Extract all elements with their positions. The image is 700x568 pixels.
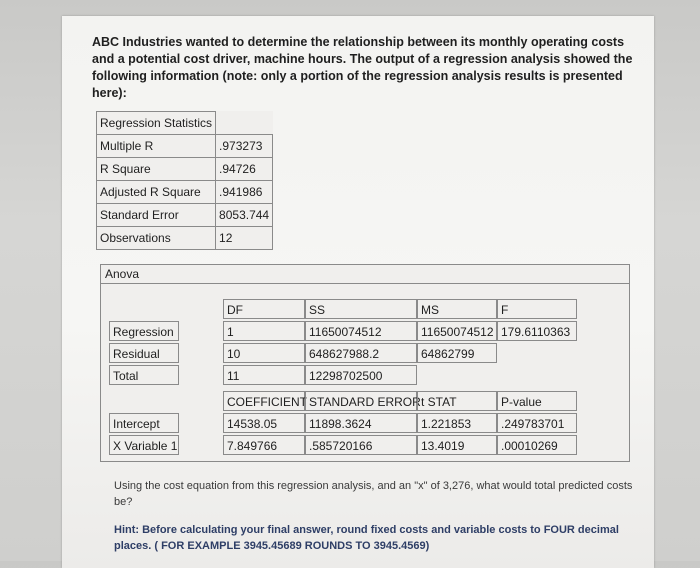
- coef-cell: 11898.3624: [305, 413, 417, 433]
- stat-value: .941986: [216, 181, 273, 204]
- pvalue-header: P-value: [497, 391, 577, 411]
- coef-cell: .249783701: [497, 413, 577, 433]
- anova-header-ss: SS: [305, 299, 417, 319]
- document-page: [62, 16, 654, 568]
- stat-value: 8053.744: [216, 204, 273, 227]
- se-header: STANDARD ERROR: [305, 391, 417, 411]
- coef-cell: 14538.05: [223, 413, 305, 433]
- anova-cell: 179.6110363: [497, 321, 577, 341]
- table-row: [97, 181, 273, 204]
- table-row: [97, 112, 273, 135]
- regression-statistics-table: [96, 111, 273, 250]
- regression-statistics-header: Regression Statistics: [97, 112, 216, 135]
- coef-cell: 1.221853: [417, 413, 497, 433]
- coef-row-label: X Variable 1: [109, 435, 179, 455]
- table-row: [97, 158, 273, 181]
- stat-label: R Square: [97, 158, 216, 181]
- anova-cell: 648627988.2: [305, 343, 417, 363]
- stat-label: Standard Error: [97, 204, 216, 227]
- stat-value: .973273: [216, 135, 273, 158]
- anova-table: [100, 284, 630, 462]
- stat-label: Adjusted R Square: [97, 181, 216, 204]
- anova-header-f: F: [497, 299, 577, 319]
- coef-cell: 13.4019: [417, 435, 497, 455]
- stat-label: Observations: [97, 227, 216, 250]
- coef-header: COEFFICIENT: [223, 391, 305, 411]
- anova-cell: 10: [223, 343, 305, 363]
- anova-row-label: Regression: [109, 321, 179, 341]
- coef-cell: .585720166: [305, 435, 417, 455]
- tstat-header: t STAT: [417, 391, 497, 411]
- coef-cell: .00010269: [497, 435, 577, 455]
- anova-cell: 64862799: [417, 343, 497, 363]
- coef-row-label: Intercept: [109, 413, 179, 433]
- anova-header-ms: MS: [417, 299, 497, 319]
- stat-label: Multiple R: [97, 135, 216, 158]
- coef-cell: 7.849766: [223, 435, 305, 455]
- anova-row-label: Residual: [109, 343, 179, 363]
- stat-value: 12: [216, 227, 273, 250]
- stat-value: .94726: [216, 158, 273, 181]
- table-row: [97, 204, 273, 227]
- anova-cell: 11650074512: [417, 321, 497, 341]
- table-row: [97, 227, 273, 250]
- anova-cell: 11650074512: [305, 321, 417, 341]
- hint-text: Hint: Before calculating your final answer, round fixed costs and variable costs to FOUR decimal places. ( FOR EXAMPLE 3945.45689 ROUNDS TO 3945.4569): [114, 524, 619, 552]
- anova-header-df: DF: [223, 299, 305, 319]
- anova-label: Anova: [100, 264, 630, 284]
- anova-row-label: Total: [109, 365, 179, 385]
- table-row: [97, 135, 273, 158]
- anova-cell: 1: [223, 321, 305, 341]
- anova-cell: 12298702500: [305, 365, 417, 385]
- intro-text: ABC Industries wanted to determine the relationship between its monthly operating costs and a potential cost driver, machine hours. The output of a regression analysis showed the following information (note: only a portion of the regression analysis results is presented here):: [92, 35, 633, 100]
- question-text: Using the cost equation from this regression analysis, and an "x" of 3,276, what would total predicted costs be?: [114, 480, 633, 508]
- anova-cell: 11: [223, 365, 305, 385]
